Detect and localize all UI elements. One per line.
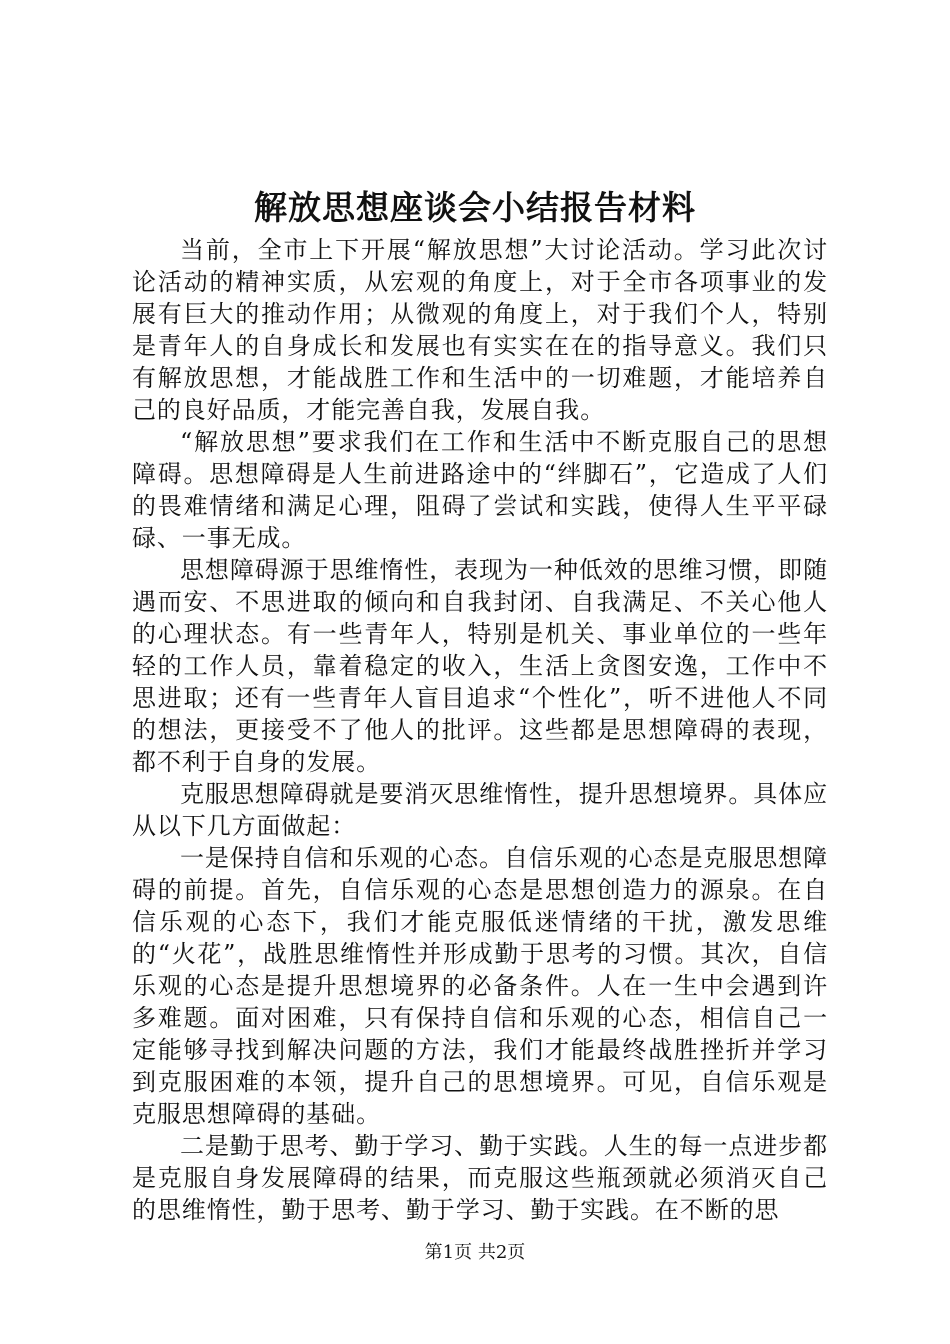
document-title: 解放思想座谈会小结报告材料 (254, 188, 696, 227)
paragraph: 当前，全市上下开展“解放思想”大讨论活动。学习此次讨论活动的精神实质，从宏观的角度上，对于全市各项事业的发展有巨大的推动作用；从微观的角度上，对于我们个人，特别是青年人的自身成长和发展也有实实在在的指导意义。我们只有解放思想，才能战胜工作和生活中的一切难题，才能培养自己的良好品质，才能完善自我，发展自我。 (132, 236, 828, 424)
paragraph: 一是保持自信和乐观的心态。自信乐观的心态是克服思想障碍的前提。首先，自信乐观的心态是思想创造力的源泉。在自信乐观的心态下，我们才能克服低迷情绪的干扰，激发思维的“火花”，战胜思维惰性并形成勤于思考的习惯。其次，自信乐观的心态是提升思想境界的必备条件。人在一生中会遇到许多难题。面对困难，只有保持自信和乐观的心态，相信自己一定能够寻找到解决问题的方法，我们才能最终战胜挫折并学习到克服困难的本领，提升自己的思想境界。可见，自信乐观是克服思想障碍的基础。 (132, 844, 828, 1128)
page-footer: 第1页 共2页 (424, 1242, 526, 1263)
paragraph: 思想障碍源于思维惰性，表现为一种低效的思维习惯，即随遇而安、不思进取的倾向和自我封闭、自我满足、不关心他人的心理状态。有一些青年人，特别是机关、事业单位的一些年轻的工作人员，靠着稳定的收入，生活上贪图安逸，工作中不思进取；还有一些青年人盲目追求“个性化”，听不进他人不同的想法，更接受不了他人的批评。这些都是思想障碍的表现，都不利于自身的发展。 (132, 556, 828, 776)
paragraph: 克服思想障碍就是要消灭思维惰性，提升思想境界。具体应从以下几方面做起： (132, 780, 828, 840)
document-body (132, 234, 828, 1226)
paragraph: “解放思想”要求我们在工作和生活中不断克服自己的思想障碍。思想障碍是人生前进路途中的“绊脚石”，它造成了人们的畏难情绪和满足心理，阻碍了尝试和实践，使得人生平平碌碌、一事无成。 (132, 428, 828, 552)
paragraph: 二是勤于思考、勤于学习、勤于实践。人生的每一点进步都是克服自身发展障碍的结果，而克服这些瓶颈就必须消灭自己的思维惰性，勤于思考、勤于学习、勤于实践。在不断的思 (132, 1132, 828, 1224)
